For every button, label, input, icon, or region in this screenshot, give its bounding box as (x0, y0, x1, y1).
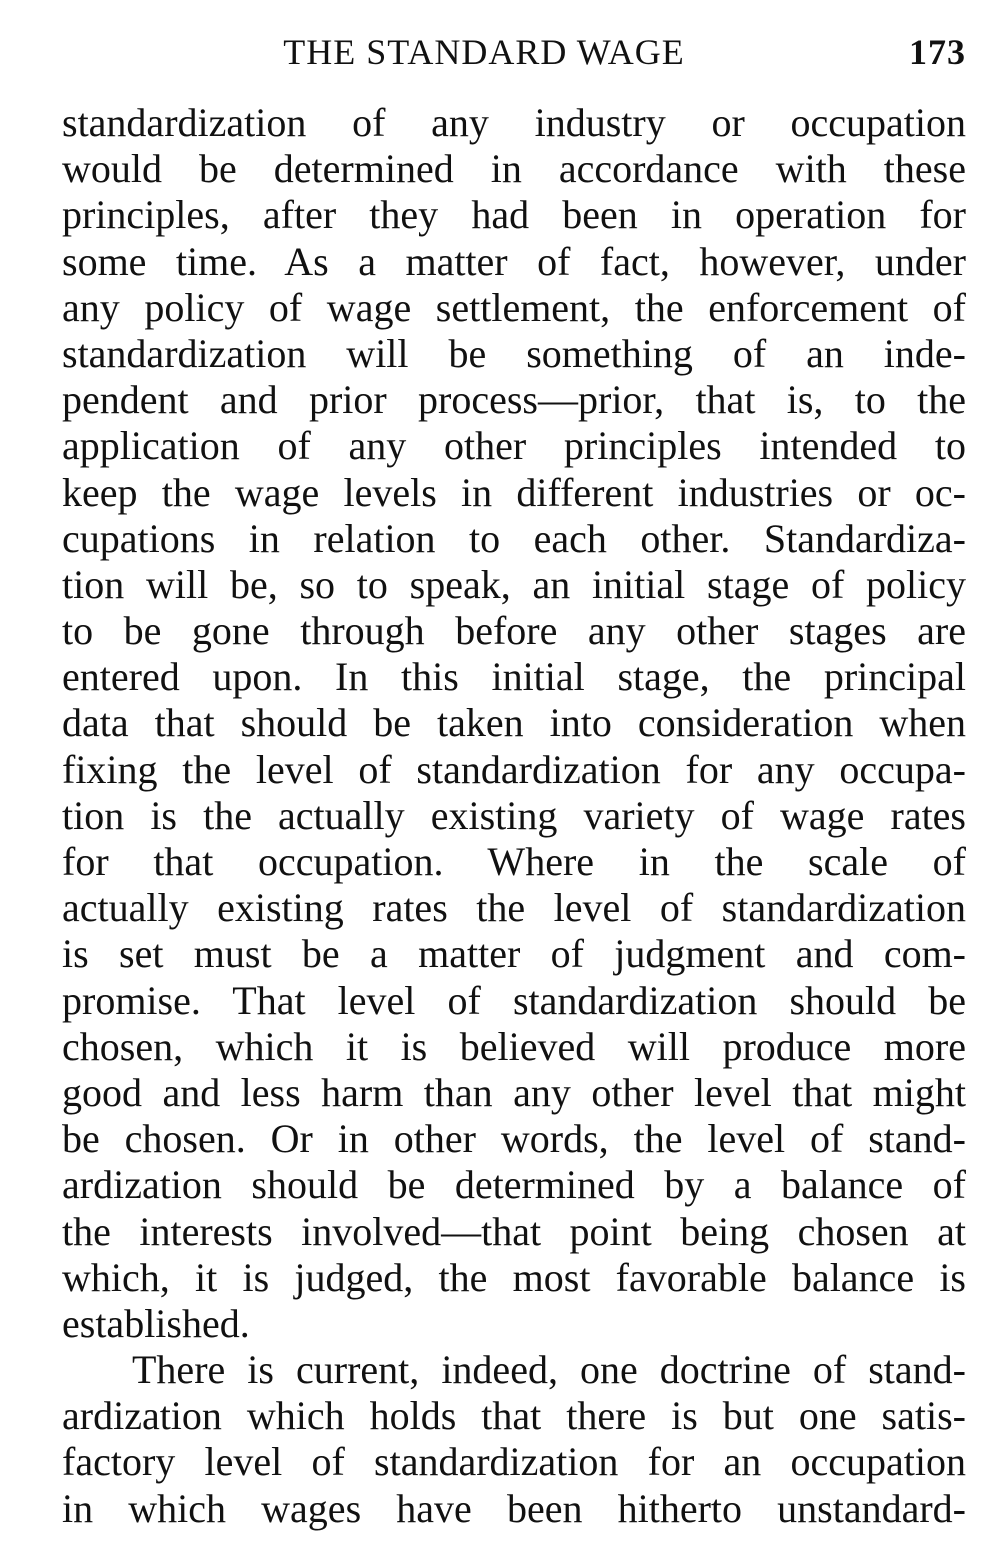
text-line: standardization will be something of an inde- (62, 330, 966, 376)
text-line: for that occupation. Where in the scale of (62, 839, 966, 884)
text-line: some time. As a matter of fact, however, under (62, 238, 966, 284)
text-line: tion is the actually existing variety of wage rates (62, 792, 966, 838)
text-line: any policy of wage settlement, the enforcement of (62, 284, 966, 330)
text-line: to be gone through before any other stages are (62, 608, 966, 654)
text-line: principles, after they had been in operation for (62, 192, 966, 238)
text-line: which, it is judged, the most favorable balance is (62, 1254, 966, 1300)
text-line: promise. That level of standardization should be (62, 977, 966, 1023)
text-line: application of any other principles intended to (62, 423, 966, 469)
paragraph-1 (62, 100, 966, 1347)
text-line: is set must be a matter of judgment and com- (62, 931, 966, 977)
text-line: chosen, which it is believed will produce more (62, 1023, 966, 1069)
text-line: fixing the level of standardization for any occupa- (62, 746, 966, 792)
text-line: pendent and prior process—prior, that is, to the (62, 377, 966, 423)
running-head (62, 28, 966, 76)
text-line: There is current, indeed, one doctrine of stand- (132, 1347, 966, 1393)
text-line: factory level of standardization for an occupation (62, 1439, 966, 1485)
text-line: would be determined in accordance with these (62, 146, 966, 192)
text-line: the interests involved—that point being chosen at (62, 1208, 966, 1254)
text-line: cupations in relation to each other. Standardiza- (62, 515, 966, 561)
text-line: ardization should be determined by a balance of (62, 1162, 966, 1208)
text-line: be chosen. Or in other words, the level of stand- (62, 1116, 966, 1162)
running-title: THE STANDARD WAGE (283, 32, 685, 72)
page-number: 173 (909, 32, 966, 72)
text-line: data that should be taken into consideration when (62, 700, 966, 746)
text-line: tion will be, so to speak, an initial stage of policy (62, 561, 966, 607)
text-line: established. (62, 1300, 250, 1346)
text-line: actually existing rates the level of standardization (62, 885, 966, 931)
paragraph-2 (62, 1347, 966, 1532)
text-line: keep the wage levels in different industries or oc- (62, 469, 966, 515)
text-line: good and less harm than any other level that might (62, 1069, 966, 1115)
text-line: entered upon. In this initial stage, the principal (62, 654, 966, 700)
body-text (62, 100, 966, 1532)
text-line: ardization which holds that there is but one satis- (62, 1393, 966, 1439)
text-line: in which wages have been hitherto unstandard- (62, 1485, 966, 1531)
text-line: standardization of any industry or occupation (62, 100, 966, 145)
